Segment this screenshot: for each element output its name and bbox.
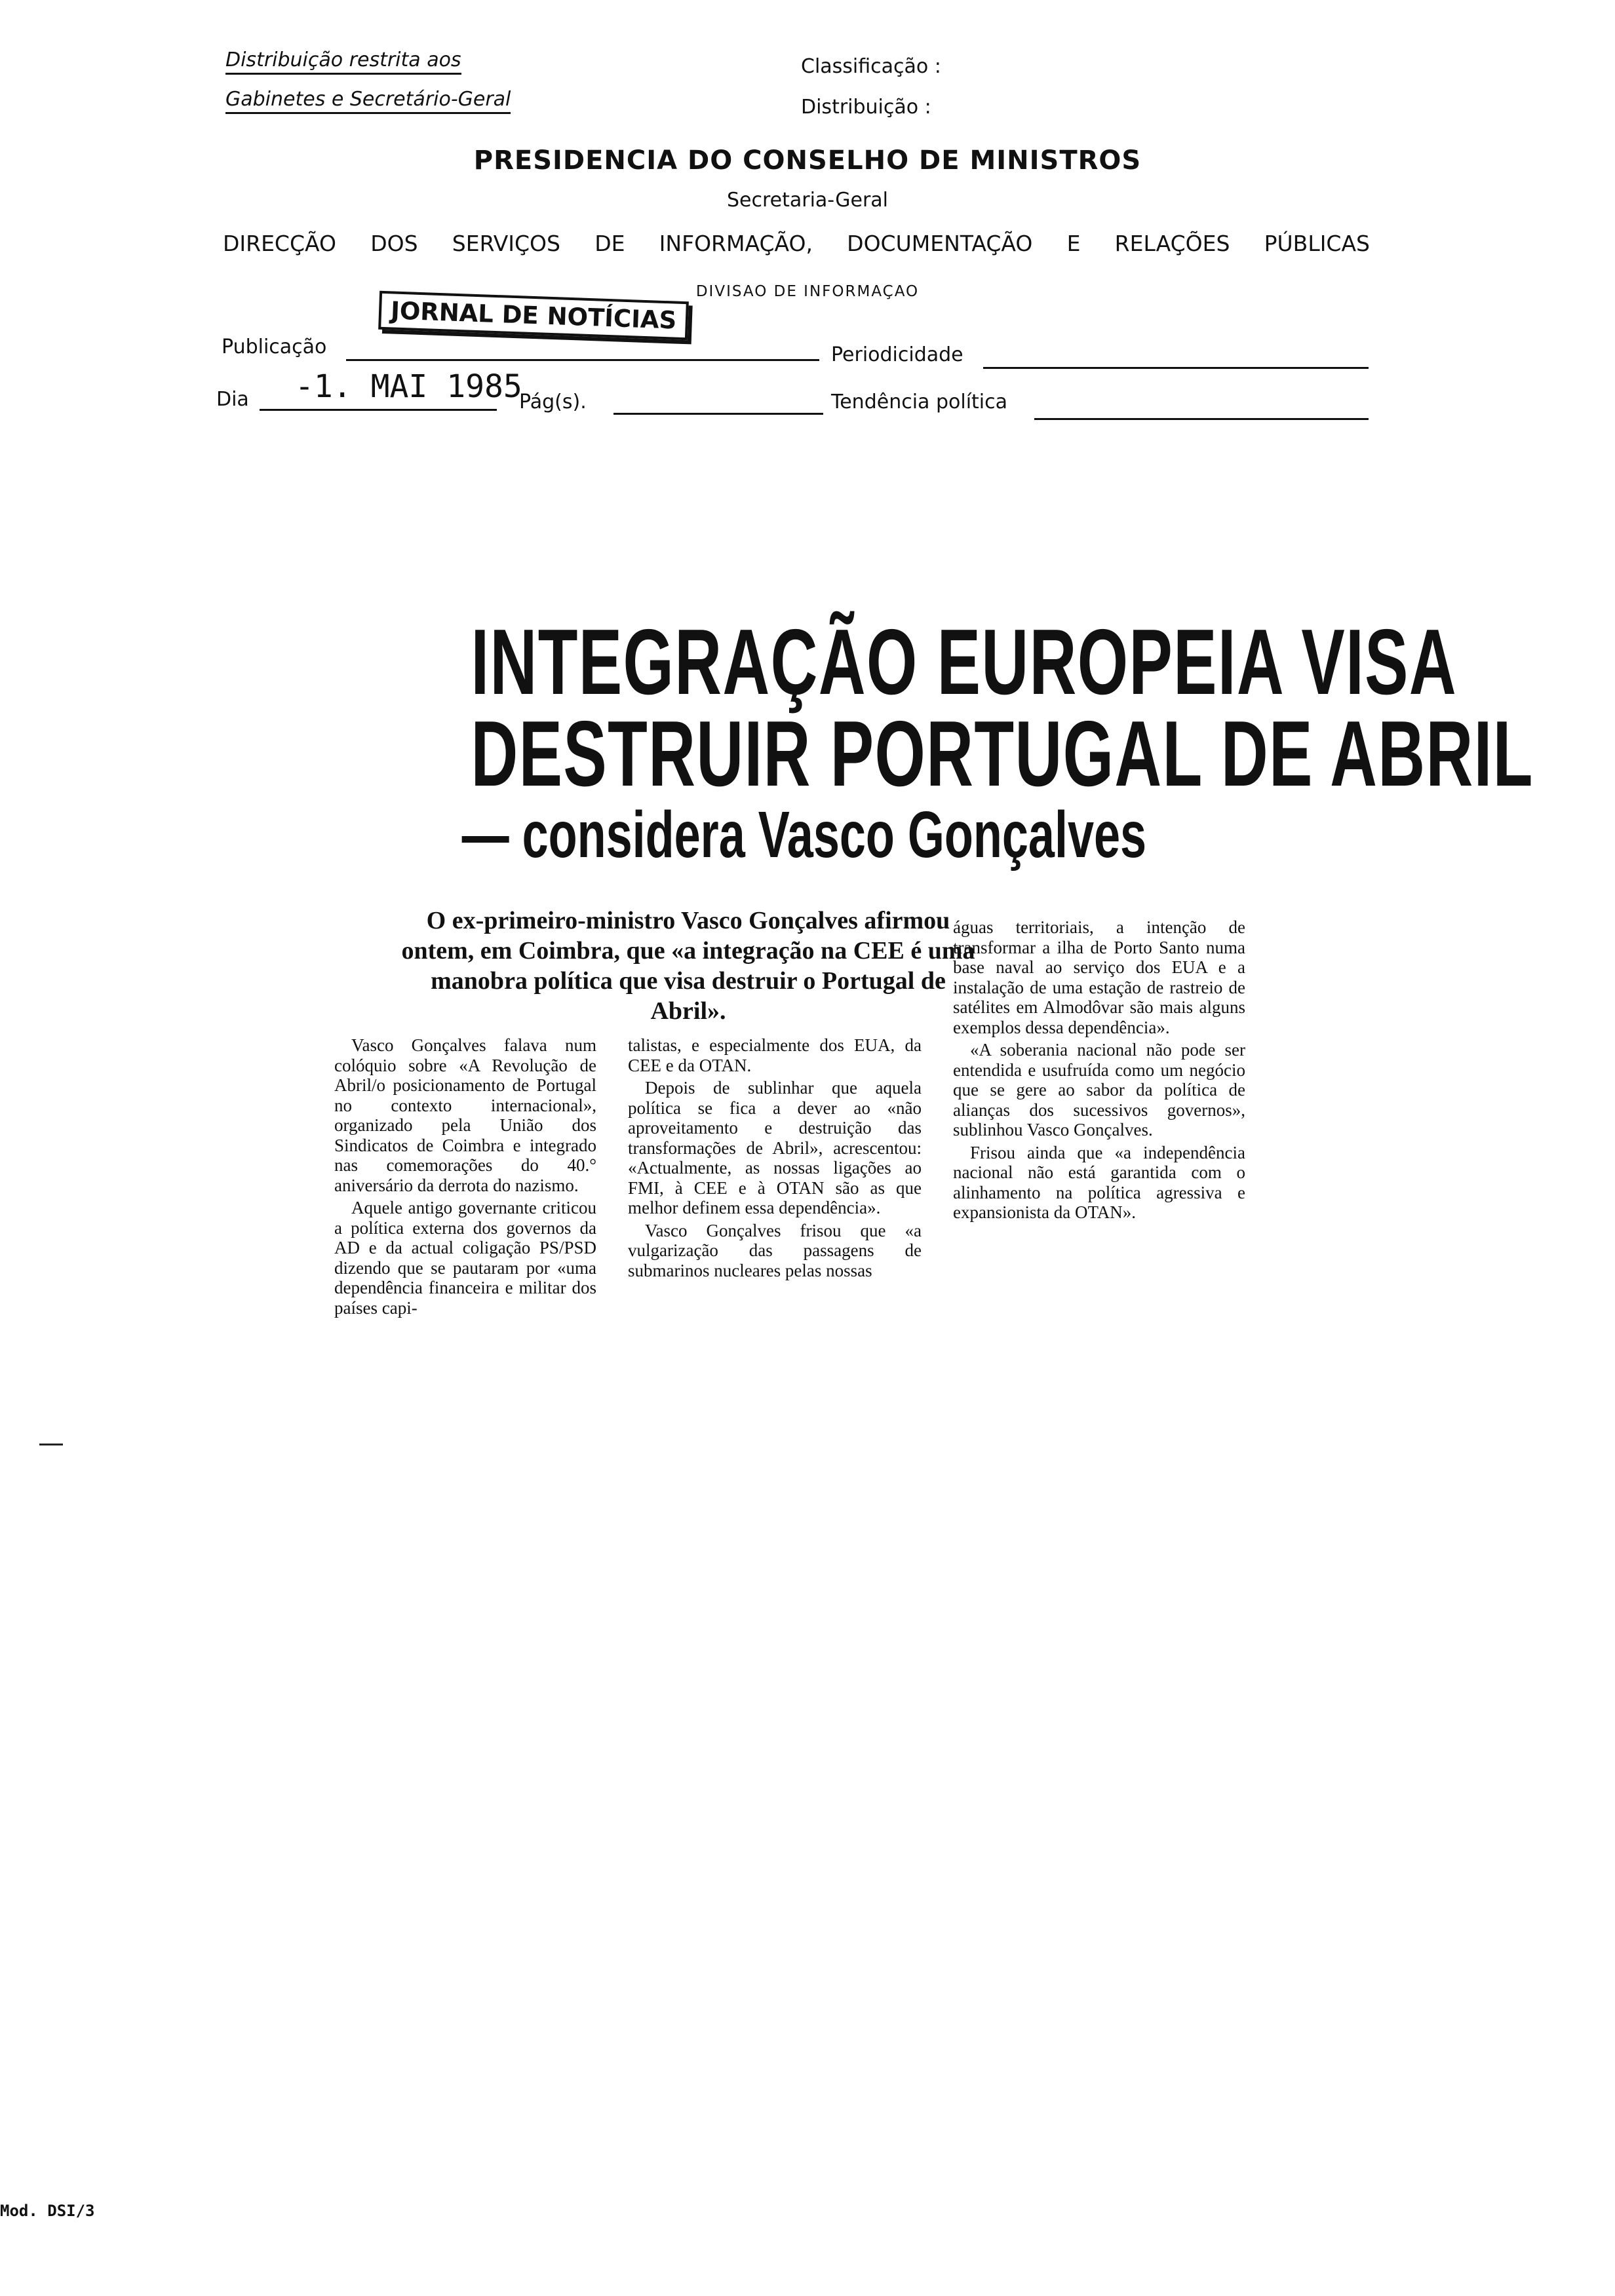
pags-underline	[613, 413, 823, 415]
paragraph: Depois de sublinhar que aquela política se fica a dever ao «não aproveitamento e destruição das transformações de Abril», acrescentou: «Actualmente, as nossas ligações ao FMI, à CEE e à OTAN são as que melhor definem essa dependência».	[628, 1078, 922, 1217]
tendencia-underline	[1034, 418, 1369, 420]
direccao-word: RELAÇÕES	[1114, 231, 1230, 256]
newspaper-clipping	[334, 609, 1534, 1448]
periodicidade-underline	[983, 367, 1369, 369]
column-2	[628, 1035, 922, 1283]
classificacao-label: Classificação :	[801, 55, 941, 78]
publication-stamp: JORNAL DE NOTÍCIAS	[378, 291, 689, 340]
paragraph: Aquele antigo governante criticou a política externa dos governos da AD e da actual coligação PS/PSD dizendo que se pautaram por «uma dependência financeira e militar dos países capi-	[334, 1198, 596, 1318]
direccao-word: DOCUMENTAÇÃO	[847, 231, 1033, 256]
lead-paragraph: O ex-primeiro-ministro Vasco Gonçalves afirmou ontem, em Coimbra, que «a integração na CEE é uma manobra política que visa destruir o Portugal de Abril».	[401, 907, 975, 1025]
direccao-word: DOS	[370, 231, 418, 256]
paragraph: «A soberania nacional não pode ser entendida e usufruída como um negócio que se gere ao sabor da política de alianças dos sucessivos governos», sublinhou Vasco Gonçalves.	[953, 1040, 1245, 1139]
paragraph: Vasco Gonçalves falava num colóquio sobre «A Revolução de Abril/o posicionamento de Portugal no contexto internacional», organizado pela União dos Sindicatos de Coimbra e integrado nas comemorações do 40.° aniversário da derrota do nazismo.	[334, 1035, 596, 1195]
pags-label: Pág(s).	[519, 391, 587, 413]
tendencia-label: Tendência política	[831, 391, 1008, 413]
paragraph: Vasco Gonçalves frisou que «a vulgarização das passagens de submarinos nucleares pelas nossas	[628, 1220, 922, 1280]
institution-title: PRESIDENCIA DO CONSELHO DE MINISTROS	[473, 145, 1142, 176]
distribuicao-label: Distribuição :	[801, 96, 931, 119]
headline-line2: DESTRUIR PORTUGAL DE ABRIL	[471, 702, 1534, 806]
secretaria-geral: Secretaria-Geral	[726, 189, 888, 212]
dia-label: Dia	[216, 388, 249, 411]
form-code: Mod. DSI/3	[0, 2202, 95, 2220]
date-stamp: -1. MAI 1985	[295, 368, 522, 405]
direccao-word: DE	[594, 231, 625, 256]
column-3	[953, 917, 1245, 1225]
dia-underline	[260, 409, 497, 411]
direccao-word: PÚBLICAS	[1264, 231, 1370, 256]
direccao-word: SERVIÇOS	[452, 231, 560, 256]
paragraph: Frisou ainda que «a independência nacional não está garantida com o alinhamento na política agressiva e expansionista da OTAN».	[953, 1142, 1245, 1222]
divisao-label: DIVISAO DE INFORMAÇAO	[695, 283, 920, 300]
column-1	[334, 1035, 596, 1320]
direccao-line	[223, 231, 1370, 256]
margin-mark	[39, 1444, 63, 1445]
direccao-word: E	[1066, 231, 1081, 256]
distribution-note-line1: Distribuição restrita aos	[225, 48, 461, 75]
publicacao-label: Publicação	[222, 335, 327, 358]
headline-line1: INTEGRAÇÃO EUROPEIA VISA	[471, 610, 1458, 714]
direccao-word: DIRECÇÃO	[223, 231, 336, 256]
paragraph: águas territoriais, a intenção de transformar a ilha de Porto Santo numa base naval ao serviço dos EUA e a instalação de uma estação de rastreio de satélites em Almodôvar são mais alguns exemplos dessa dependência».	[953, 917, 1245, 1037]
periodicidade-label: Periodicidade	[831, 343, 963, 366]
direccao-word: INFORMAÇÃO,	[659, 231, 813, 256]
distribution-note-line2: Gabinetes e Secretário-Geral	[225, 88, 511, 114]
publicacao-underline	[346, 359, 819, 361]
subheadline: — considera Vasco Gonçalves	[461, 798, 1147, 871]
paragraph: talistas, e especialmente dos EUA, da CEE e da OTAN.	[628, 1035, 922, 1075]
